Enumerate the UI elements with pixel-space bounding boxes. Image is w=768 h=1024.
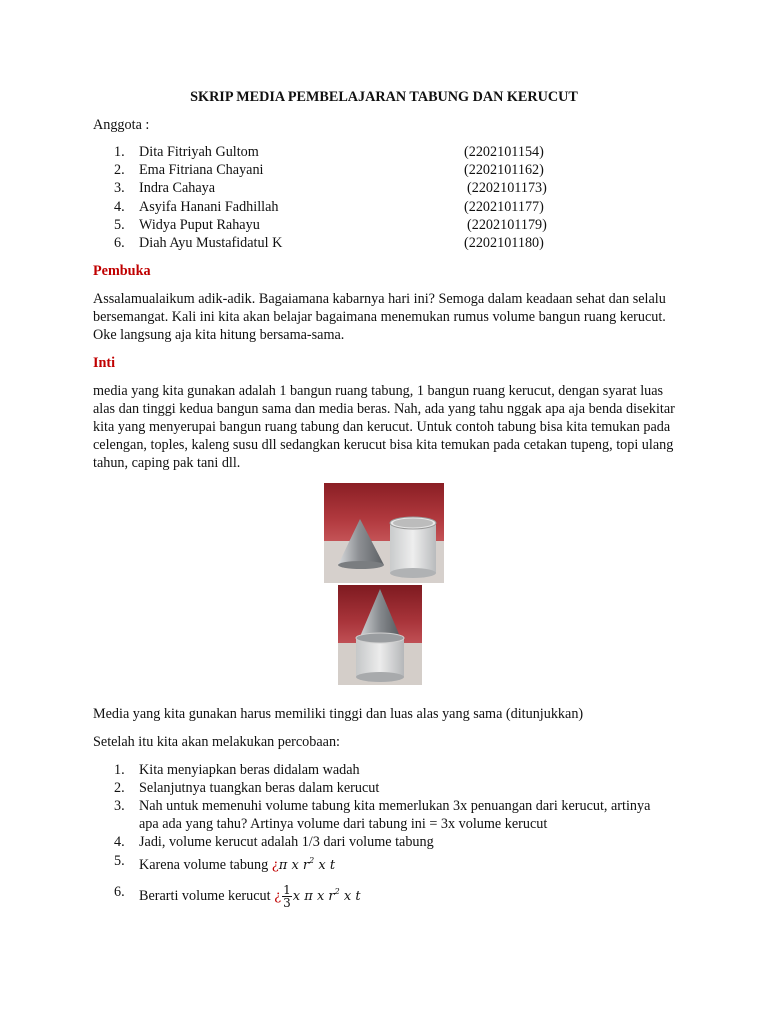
- step-text-with-formula: [139, 883, 693, 909]
- step-item: [93, 883, 693, 909]
- step-number: 3.: [114, 798, 125, 814]
- member-name: Dita Fitriyah Gultom: [139, 144, 259, 160]
- formula-fraction: [282, 884, 292, 909]
- formula-symbol: ¿: [274, 889, 282, 904]
- member-name: Diah Ayu Mustafidatul K: [139, 234, 283, 251]
- step-text-with-formula: [139, 852, 693, 875]
- step-text: Berarti volume kerucut: [139, 888, 275, 904]
- setelah-paragraph: Setelah itu kita akan melakukan percobaan:: [93, 734, 340, 750]
- members-label: Anggota :: [93, 117, 150, 133]
- member-id: (2202101177): [464, 198, 544, 215]
- step-item: [93, 761, 693, 779]
- formula-r: r: [328, 889, 335, 904]
- member-number: 4.: [114, 198, 125, 215]
- fraction-numerator: 1: [283, 883, 291, 897]
- step-text: Karena volume tabung: [139, 857, 272, 873]
- formula-times: x: [292, 889, 301, 904]
- step-item: [93, 797, 693, 833]
- member-name: Widya Puput Rahayu: [139, 216, 260, 233]
- step-item: [93, 833, 693, 851]
- formula-r: r: [302, 858, 310, 873]
- formula-times: x: [316, 889, 325, 904]
- formula-t: t: [329, 858, 336, 873]
- member-name: Asyifa Hanani Fadhillah: [139, 198, 279, 215]
- member-row: [93, 161, 693, 179]
- member-number: 1.: [114, 144, 125, 160]
- step-number: 4.: [114, 834, 125, 850]
- step-text: Nah untuk memenuhi volume tabung kita memerlukan 3x penuangan dari kerucut, artinya apa ada yang tahu? Artinya volume dari tabung ini = 3x volume kerucut: [139, 798, 651, 832]
- formula-times: x: [343, 889, 352, 904]
- member-number: 6.: [114, 234, 125, 251]
- steps-list: [93, 761, 693, 909]
- member-id: (2202101180): [464, 234, 544, 251]
- member-id: (2202101179): [467, 216, 547, 233]
- member-id: (2202101173): [467, 180, 547, 197]
- formula-times: x: [291, 858, 299, 873]
- formula-pi: π: [304, 889, 313, 904]
- step-number: 1.: [114, 762, 125, 778]
- step-number: 2.: [114, 780, 125, 796]
- member-name: Ema Fitriana Chayani: [139, 162, 264, 179]
- step-number: 6.: [114, 884, 125, 900]
- cone-and-cylinder-photo: [324, 483, 444, 583]
- formula-symbol: ¿: [271, 858, 279, 873]
- media-paragraph: Media yang kita gunakan harus memiliki tinggi dan luas alas yang sama (ditunjukkan): [93, 706, 584, 722]
- step-item: [93, 779, 693, 797]
- member-number: 5.: [114, 216, 125, 233]
- cone-in-cylinder-photo: [338, 585, 422, 685]
- document-title: SKRIP MEDIA PEMBELAJARAN TABUNG DAN KERUCUT: [190, 89, 578, 105]
- member-name: Indra Cahaya: [139, 180, 216, 197]
- member-row: [93, 216, 693, 234]
- step-text: Kita menyiapkan beras didalam wadah: [139, 762, 360, 778]
- cone-volume-formula: [274, 883, 361, 910]
- formula-times: x: [318, 858, 326, 873]
- member-id: (2202101162): [464, 162, 544, 179]
- cylinder-volume-formula: [272, 858, 335, 873]
- fraction-denominator: 3: [283, 896, 291, 910]
- member-id: (2202101154): [464, 144, 544, 160]
- member-row: [93, 234, 693, 252]
- formula-pi: π: [278, 858, 288, 873]
- inti-heading: Inti: [93, 355, 116, 371]
- formula-exponent: 2: [334, 887, 340, 896]
- members-list: [93, 143, 693, 252]
- member-row: [93, 198, 693, 216]
- member-row: [93, 143, 693, 161]
- step-item: [93, 852, 693, 875]
- member-number: 3.: [114, 180, 125, 197]
- member-number: 2.: [114, 162, 125, 179]
- formula-exponent: 2: [309, 856, 315, 865]
- pembuka-paragraph: Assalamualaikum adik-adik. Bagaiamana kabarnya hari ini? Semoga dalam keadaan sehat dan selalu bersemangat. Kali ini kita akan belajar bagaimana menemukan rumus volume bangun ruang kerucut. Oke langsung aja kita hitung bersama-sama.: [93, 291, 666, 343]
- step-text: Jadi, volume kerucut adalah 1/3 dari volume tabung: [139, 834, 434, 850]
- step-text: Selanjutnya tuangkan beras dalam kerucut: [139, 780, 380, 796]
- member-row: [93, 179, 693, 197]
- formula-t: t: [355, 889, 361, 904]
- inti-paragraph: media yang kita gunakan adalah 1 bangun ruang tabung, 1 bangun ruang kerucut, dengan syarat luas alas dan tinggi kedua bangun sama dan media beras. Nah, ada yang tahu nggak apa aja benda disekitar kita yang menyerupai bangun ruang tabung dan kerucut. Untuk contoh tabung bisa kita temukan pada celengan, toples, kaleng susu dll sedangkan kerucut bisa kita temukan pada cetakan tupeng, topi ulang tahun, caping pak tani dll.: [93, 383, 675, 471]
- pembuka-heading: Pembuka: [93, 263, 151, 279]
- step-number: 5.: [114, 853, 125, 869]
